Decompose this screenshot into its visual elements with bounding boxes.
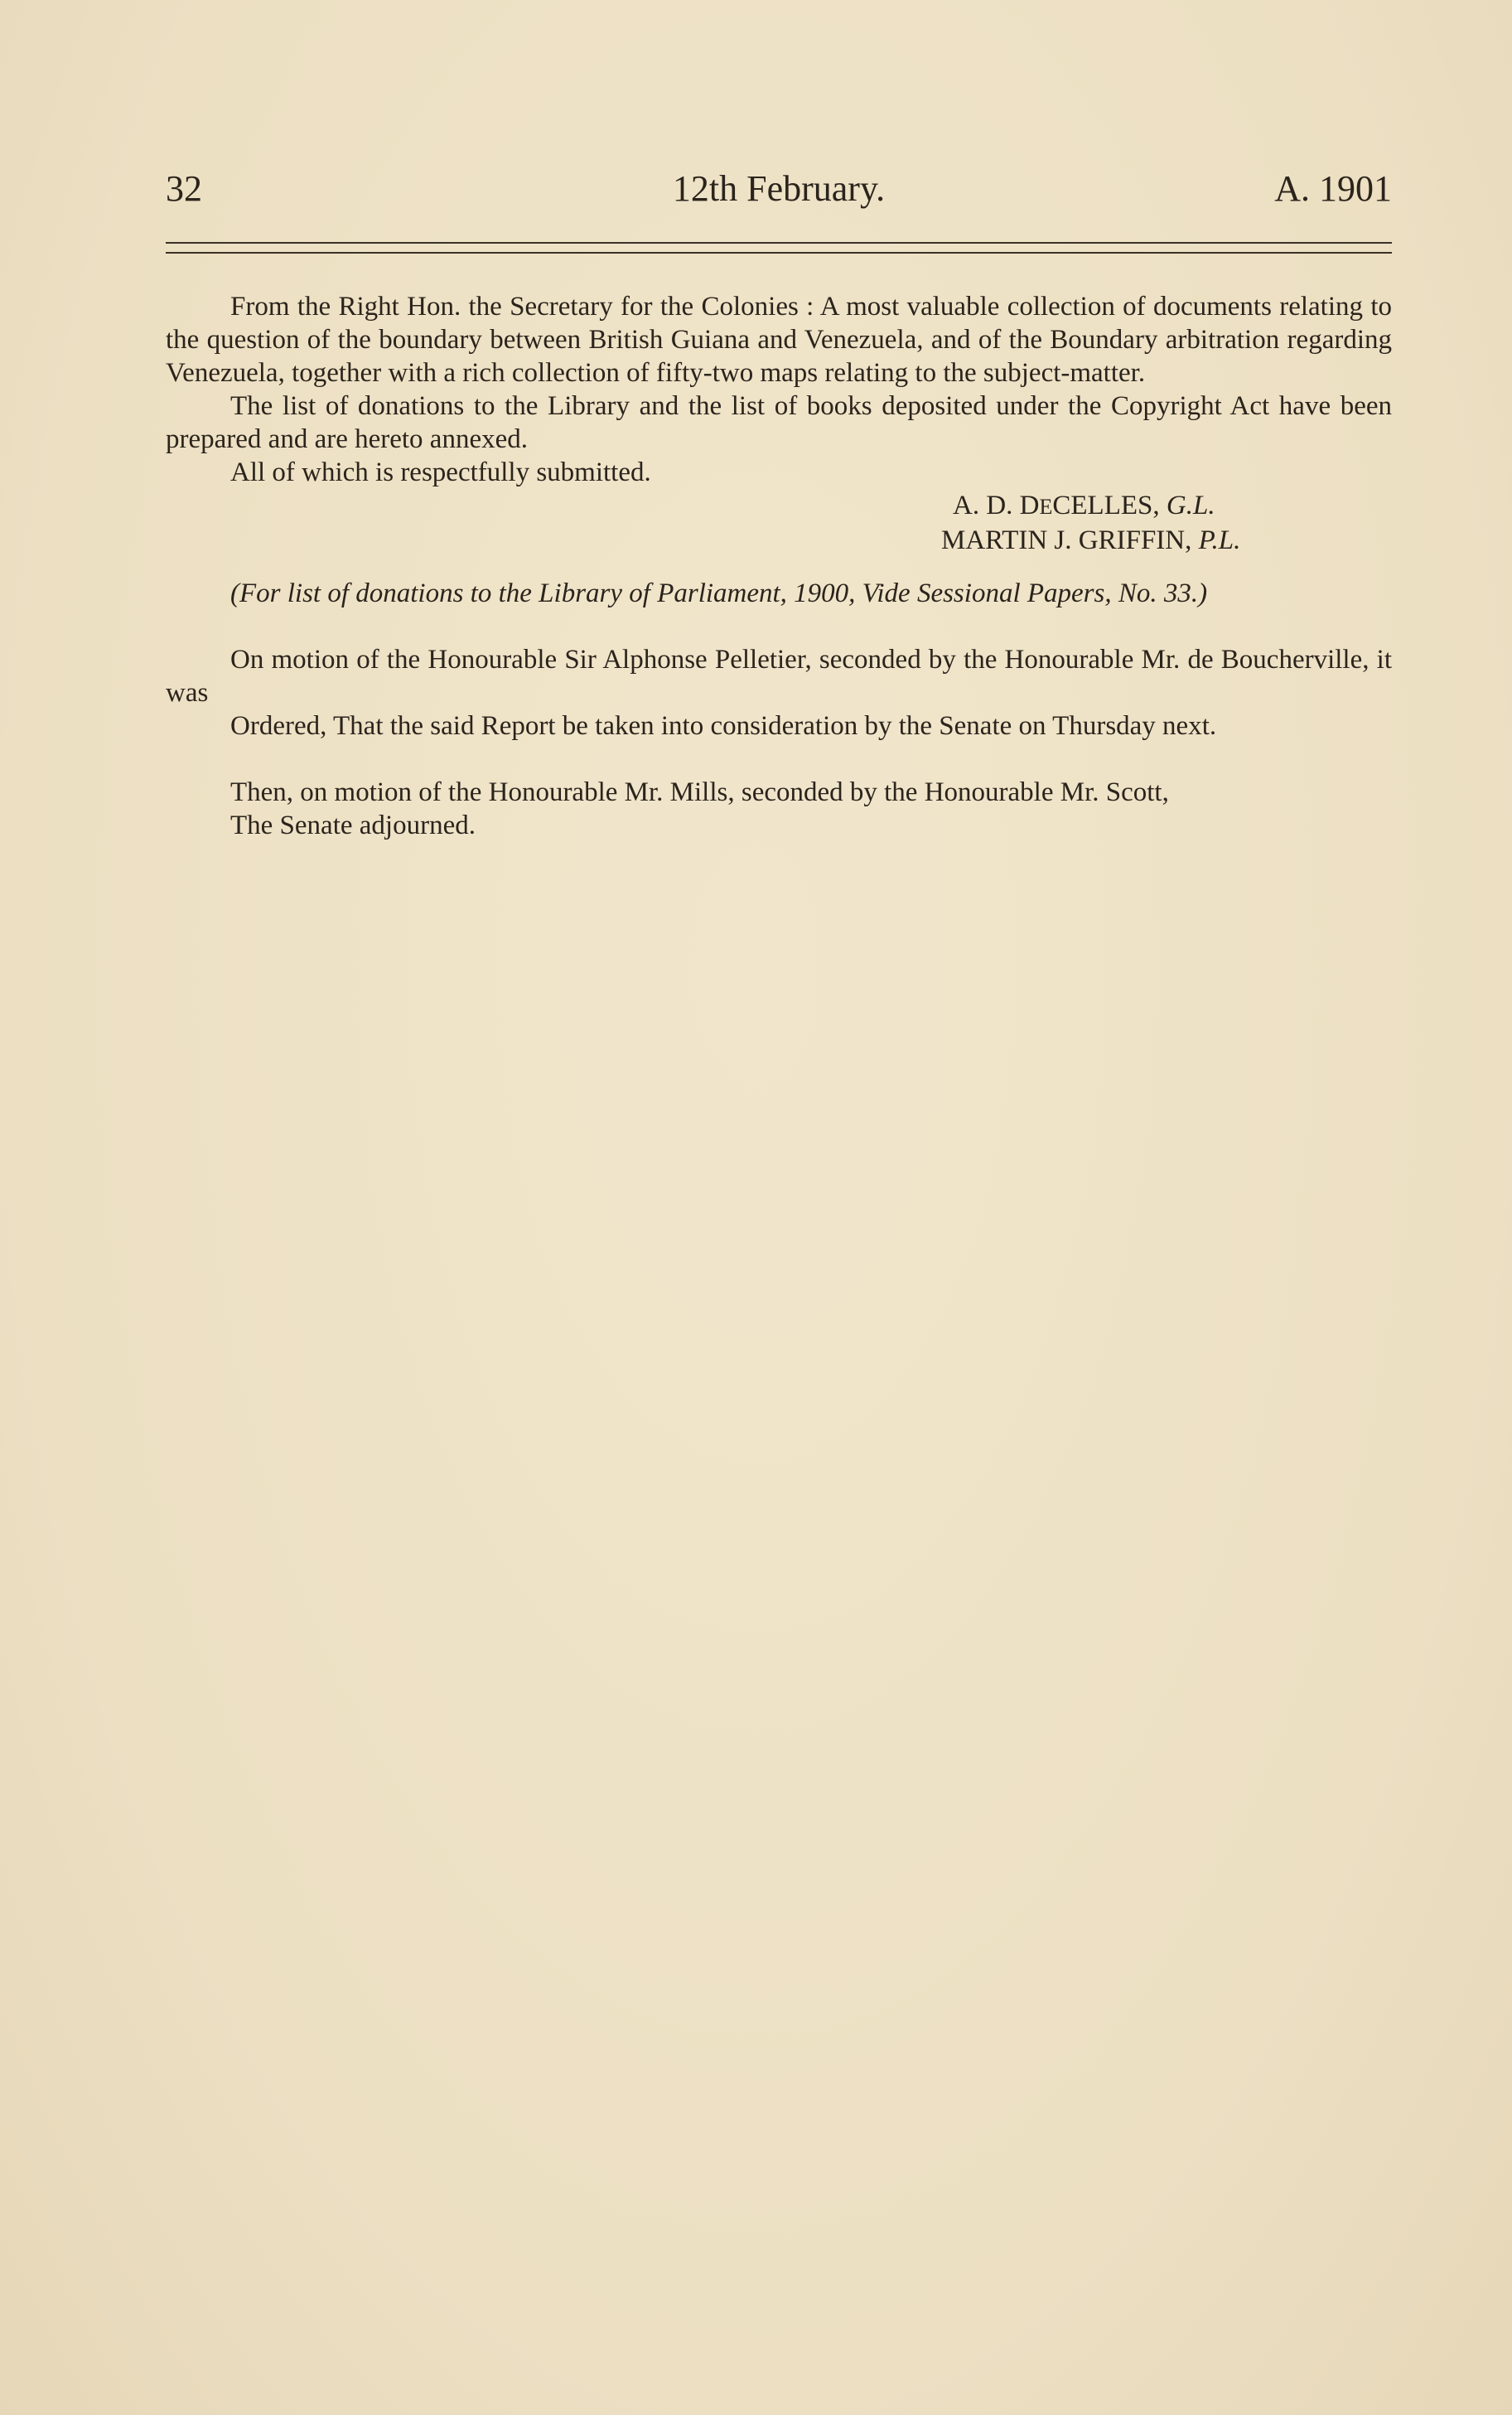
motion-mills: Then, on motion of the Honourable Mr. Mills, seconded by the Honourable Mr. Scott,	[230, 777, 1169, 807]
page-year: A. 1901	[1274, 168, 1392, 209]
page-date: 12th February.	[672, 168, 886, 209]
paragraph-lists: The list of donations to the Library and the list of books deposited under the Copyright Act have been prepared and are hereto annexed.	[166, 391, 1392, 454]
signature-block	[166, 489, 1392, 557]
senate-adjourned: The Senate adjourned.	[230, 811, 476, 840]
motion-pelletier: On motion of the Honourable Sir Alphonse Pelletier, seconded by the Honourable Mr. de Boucherville, it was	[166, 645, 1392, 708]
sessional-papers-note: (For list of donations to the Library of Parliament, 1900, Vide Sessional Papers, No. 33.)	[230, 578, 1208, 608]
page-number: 32	[166, 168, 202, 209]
document-body	[166, 290, 1392, 842]
paragraph-donation: From the Right Hon. the Secretary for the Colonies : A most valuable collection of documents relating to the question of the boundary between British Guiana and Venezuela, and of the Boundary arbitration regarding Venezuela, together with a rich collection of fifty-two maps relating to the subject-matter.	[166, 292, 1392, 388]
header-rule	[166, 242, 1392, 254]
page-header	[166, 164, 1392, 214]
signature-griffin: MARTIN J. GRIFFIN, P.L.	[941, 525, 1241, 555]
paragraph-submitted: All of which is respectfully submitted.	[230, 457, 651, 487]
order-consideration: Ordered, That the said Report be taken into consideration by the Senate on Thursday next.	[230, 711, 1217, 741]
signature-decelles: A. D. DECELLES, G.L.	[953, 491, 1215, 520]
